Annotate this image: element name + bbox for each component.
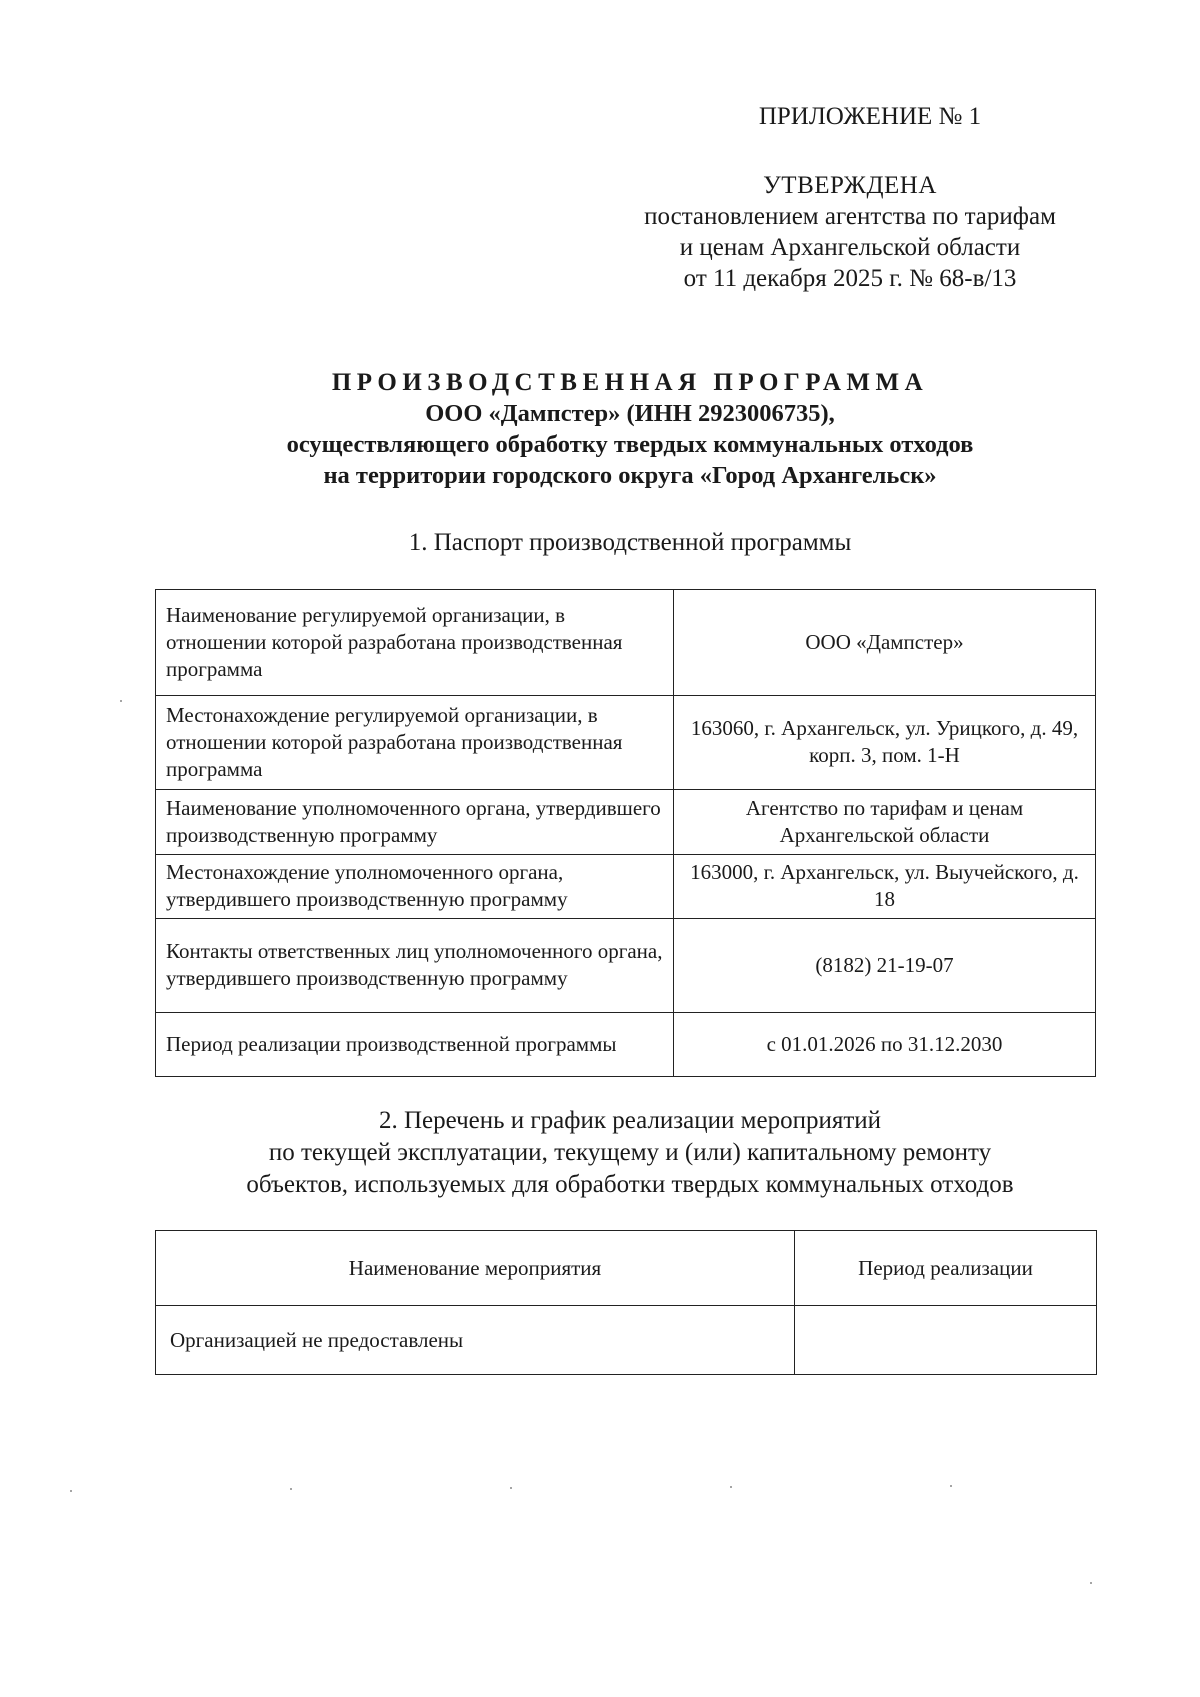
passport-label: Местонахождение уполномоченного органа, утвердившего производственную программу (156, 855, 674, 919)
table-row (156, 790, 1096, 855)
passport-value: 163060, г. Архангельск, ул. Урицкого, д. 49, корп. 3, пом. 1-Н (674, 696, 1096, 790)
approval-line-1: постановлением агентства по тарифам (644, 203, 1056, 230)
activities-table (155, 1230, 1097, 1375)
document-title (140, 367, 1120, 491)
table-header-row (156, 1231, 1097, 1306)
scan-speck (950, 1485, 952, 1487)
activity-name: Организацией не предоставлены (156, 1306, 795, 1375)
column-header-activity: Наименование мероприятия (156, 1231, 795, 1306)
passport-table (155, 589, 1096, 1077)
scan-speck (730, 1486, 732, 1488)
section-2-heading (140, 1105, 1120, 1201)
table-row (156, 855, 1096, 919)
passport-label: Наименование уполномоченного органа, утвердившего производственную программу (156, 790, 674, 855)
passport-value: Агентство по тарифам и ценам Архангельской области (674, 790, 1096, 855)
section-2-heading-line-1: 2. Перечень и график реализации мероприятий (378, 1107, 882, 1134)
scan-speck (70, 1490, 72, 1492)
table-row (156, 1306, 1097, 1375)
passport-value: ООО «Дампстер» (674, 590, 1096, 696)
scan-speck (290, 1488, 292, 1490)
section-2-heading-line-2: по текущей эксплуатации, текущему и (или) капитальному ремонту (268, 1139, 992, 1166)
title-line-3: осуществляющего обработку твердых коммунальных отходов (286, 431, 974, 458)
approval-heading: УТВЕРЖДЕНА (763, 172, 937, 199)
passport-label: Период реализации производственной программы (156, 1013, 674, 1077)
title-line-4: на территории городского округа «Город Архангельск» (323, 462, 937, 489)
passport-label: Местонахождение регулируемой организации, в отношении которой разработана производственная программа (156, 696, 674, 790)
scan-speck (1090, 1582, 1092, 1584)
column-header-period: Период реализации (795, 1231, 1097, 1306)
section-2-heading-line-3: объектов, используемых для обработки твердых коммунальных отходов (246, 1171, 1014, 1198)
table-row (156, 696, 1096, 790)
annex-number: ПРИЛОЖЕНИЕ № 1 (758, 103, 982, 130)
table-row (156, 590, 1096, 696)
passport-label: Контакты ответственных лиц уполномоченного органа, утвердившего производственную программу (156, 919, 674, 1013)
passport-value: 163000, г. Архангельск, ул. Выучейского, д. 18 (674, 855, 1096, 919)
title-line-1: ПРОИЗВОДСТВЕННАЯ ПРОГРАММА (331, 369, 929, 396)
table-row (156, 919, 1096, 1013)
activity-period (795, 1306, 1097, 1375)
approval-line-2: и ценам Архангельской области (679, 234, 1021, 261)
scan-speck (120, 700, 122, 702)
approval-line-3: от 11 декабря 2025 г. № 68-в/13 (683, 265, 1017, 292)
title-line-2: ООО «Дампстер» (ИНН 2923006735), (425, 400, 835, 427)
approval-block (600, 170, 1100, 294)
scan-speck (510, 1487, 512, 1489)
section-1-heading: 1. Паспорт производственной программы (408, 529, 852, 556)
table-row (156, 1013, 1096, 1077)
passport-value: с 01.01.2026 по 31.12.2030 (674, 1013, 1096, 1077)
passport-label: Наименование регулируемой организации, в отношении которой разработана производственная программа (156, 590, 674, 696)
passport-value: (8182) 21-19-07 (674, 919, 1096, 1013)
